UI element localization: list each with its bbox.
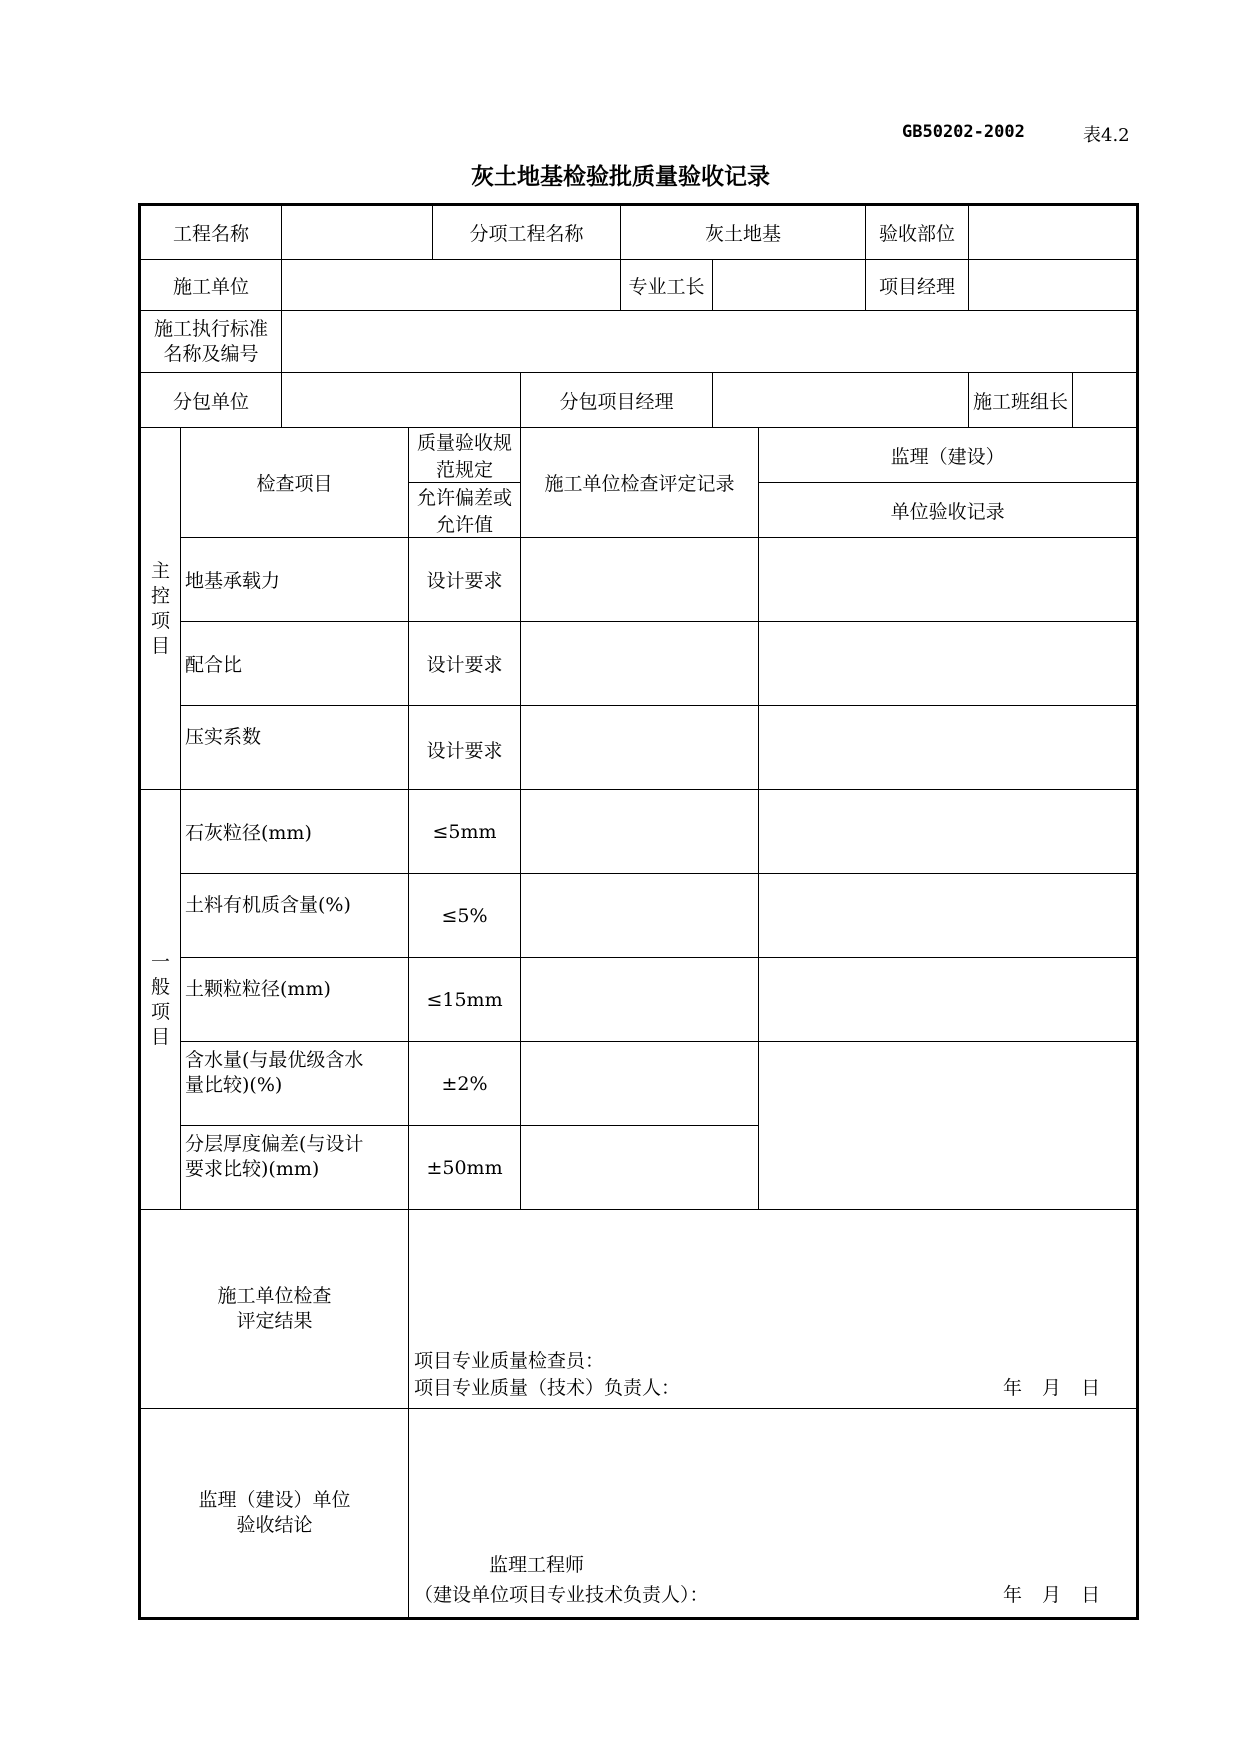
acceptance-part-label: 验收部位 bbox=[866, 205, 969, 260]
sub-pm-label: 分包项目经理 bbox=[521, 373, 713, 428]
main-item-row bbox=[140, 706, 1138, 790]
foreman-label: 专业工长 bbox=[621, 260, 713, 311]
general-item-row bbox=[140, 874, 1138, 958]
main-item-spec: 设计要求 bbox=[409, 706, 521, 790]
general-item-spec: ≤5% bbox=[409, 874, 521, 958]
main-items-label bbox=[140, 428, 181, 790]
construction-unit-label: 施工单位 bbox=[140, 260, 282, 311]
main-item-row bbox=[140, 538, 1138, 622]
construction-unit-field[interactable] bbox=[282, 260, 621, 311]
page-title: 灰土地基检验批质量验收记录 bbox=[471, 164, 770, 190]
main-item-name: 配合比 bbox=[181, 622, 409, 706]
info-row-project bbox=[140, 205, 1138, 260]
supervision-result-row bbox=[140, 1409, 1138, 1619]
general-item-record[interactable] bbox=[521, 1042, 759, 1126]
standard-label-line1: 施工执行标准 bbox=[154, 317, 269, 340]
supervision-result-content[interactable] bbox=[409, 1409, 1138, 1619]
supervision-result-label-line1: 监理（建设）单位 bbox=[198, 1489, 351, 1511]
check-item-header: 检查项目 bbox=[181, 428, 409, 538]
general-item-name: 土料有机质含量(%) bbox=[181, 874, 409, 958]
spec-header-1: 质量验收规范规定 bbox=[409, 428, 521, 483]
general-item-spec: ≤5mm bbox=[409, 790, 521, 874]
general-item-supervision[interactable] bbox=[759, 790, 1138, 874]
main-items-char: 目 bbox=[150, 634, 170, 657]
general-item-name bbox=[181, 1042, 409, 1126]
unit-result-row bbox=[140, 1210, 1138, 1409]
main-item-record[interactable] bbox=[521, 538, 759, 622]
responsible-label: 项目专业质量（技术）负责人： bbox=[414, 1377, 681, 1399]
general-items-char: 般 bbox=[150, 975, 170, 998]
supervision-header-1: 监理（建设） bbox=[759, 428, 1138, 483]
main-item-supervision[interactable] bbox=[759, 538, 1138, 622]
project-name-label: 工程名称 bbox=[140, 205, 282, 260]
main-item-record[interactable] bbox=[521, 622, 759, 706]
general-item-record[interactable] bbox=[521, 958, 759, 1042]
spec-header-2: 允许偏差或允许值 bbox=[409, 483, 521, 538]
main-items-char: 主 bbox=[150, 559, 170, 582]
unit-result-label-line1: 施工单位检查 bbox=[217, 1285, 332, 1307]
team-leader-label: 施工班组长 bbox=[969, 373, 1073, 428]
subcontractor-label: 分包单位 bbox=[140, 373, 282, 428]
unit-result-label-line2: 评定结果 bbox=[236, 1310, 313, 1332]
standard-label-line2: 名称及编号 bbox=[163, 342, 259, 365]
foreman-field[interactable] bbox=[713, 260, 866, 311]
info-row-subcontract bbox=[140, 373, 1138, 428]
main-item-row bbox=[140, 622, 1138, 706]
main-item-record[interactable] bbox=[521, 706, 759, 790]
sub-pm-field[interactable] bbox=[713, 373, 969, 428]
unit-result-content[interactable] bbox=[409, 1210, 1138, 1409]
supervising-engineer-label: 监理工程师 bbox=[489, 1554, 585, 1576]
standard-field[interactable] bbox=[282, 311, 1138, 373]
general-item-record[interactable] bbox=[521, 790, 759, 874]
main-item-name: 压实系数 bbox=[181, 706, 409, 790]
general-item-record[interactable] bbox=[521, 874, 759, 958]
general-item-supervision[interactable] bbox=[759, 874, 1138, 958]
inspector-label: 项目专业质量检查员： bbox=[414, 1350, 605, 1372]
general-item-row bbox=[140, 1042, 1138, 1126]
general-item-supervision[interactable] bbox=[759, 958, 1138, 1042]
team-leader-field[interactable] bbox=[1073, 373, 1138, 428]
project-name-field[interactable] bbox=[282, 205, 433, 260]
general-item-name: 土颗粒粒径(mm) bbox=[181, 958, 409, 1042]
main-item-name: 地基承载力 bbox=[181, 538, 409, 622]
info-row-standard bbox=[140, 311, 1138, 373]
main-item-supervision[interactable] bbox=[759, 622, 1138, 706]
general-item-spec: ±50mm bbox=[409, 1126, 521, 1210]
main-items-char: 项 bbox=[150, 609, 170, 632]
supervision-result-label-line2: 验收结论 bbox=[236, 1514, 313, 1536]
general-item-name-line2: 要求比较)(mm) bbox=[185, 1158, 320, 1180]
general-item-row bbox=[140, 790, 1138, 874]
main-item-supervision[interactable] bbox=[759, 706, 1138, 790]
unit-result-date: 年 月 日 bbox=[1003, 1377, 1101, 1399]
table-number: 表4.2 bbox=[1083, 125, 1130, 146]
owner-technical-responsible-label: （建设单位项目专业技术负责人）： bbox=[414, 1584, 709, 1606]
supervision-result-label bbox=[140, 1409, 409, 1619]
standard-code: GB50202-2002 bbox=[902, 122, 1025, 142]
sub-project-name-label: 分项工程名称 bbox=[433, 205, 621, 260]
general-item-name bbox=[181, 1126, 409, 1210]
inspection-form bbox=[138, 203, 1139, 1620]
general-items-label bbox=[140, 790, 181, 1210]
standard-label bbox=[140, 311, 282, 373]
general-item-spec: ≤15mm bbox=[409, 958, 521, 1042]
general-item-spec: ±2% bbox=[409, 1042, 521, 1126]
unit-record-header: 施工单位检查评定记录 bbox=[521, 428, 759, 538]
main-items-char: 控 bbox=[150, 584, 170, 607]
main-item-spec: 设计要求 bbox=[409, 622, 521, 706]
project-manager-label: 项目经理 bbox=[866, 260, 969, 311]
general-item-record[interactable] bbox=[521, 1126, 759, 1210]
general-items-char: 一 bbox=[150, 950, 170, 973]
project-manager-field[interactable] bbox=[969, 260, 1138, 311]
general-items-char: 项 bbox=[150, 1000, 170, 1023]
info-row-unit bbox=[140, 260, 1138, 311]
sub-project-name-value[interactable]: 灰土地基 bbox=[621, 205, 866, 260]
supervision-result-date: 年 月 日 bbox=[1003, 1584, 1101, 1606]
acceptance-part-field[interactable] bbox=[969, 205, 1138, 260]
general-item-supervision-merged[interactable] bbox=[759, 1042, 1138, 1210]
main-item-spec: 设计要求 bbox=[409, 538, 521, 622]
general-item-row bbox=[140, 958, 1138, 1042]
column-header-row-1 bbox=[140, 428, 1138, 483]
subcontractor-field[interactable] bbox=[282, 373, 521, 428]
general-item-name: 石灰粒径(mm) bbox=[181, 790, 409, 874]
general-item-name-line2: 量比较)(%) bbox=[185, 1074, 283, 1096]
general-item-name-line1: 分层厚度偏差(与设计 bbox=[185, 1133, 364, 1155]
supervision-header-2: 单位验收记录 bbox=[759, 483, 1138, 538]
unit-result-label bbox=[140, 1210, 409, 1409]
general-items-char: 目 bbox=[150, 1025, 170, 1048]
general-item-name-line1: 含水量(与最优级含水 bbox=[185, 1049, 364, 1071]
